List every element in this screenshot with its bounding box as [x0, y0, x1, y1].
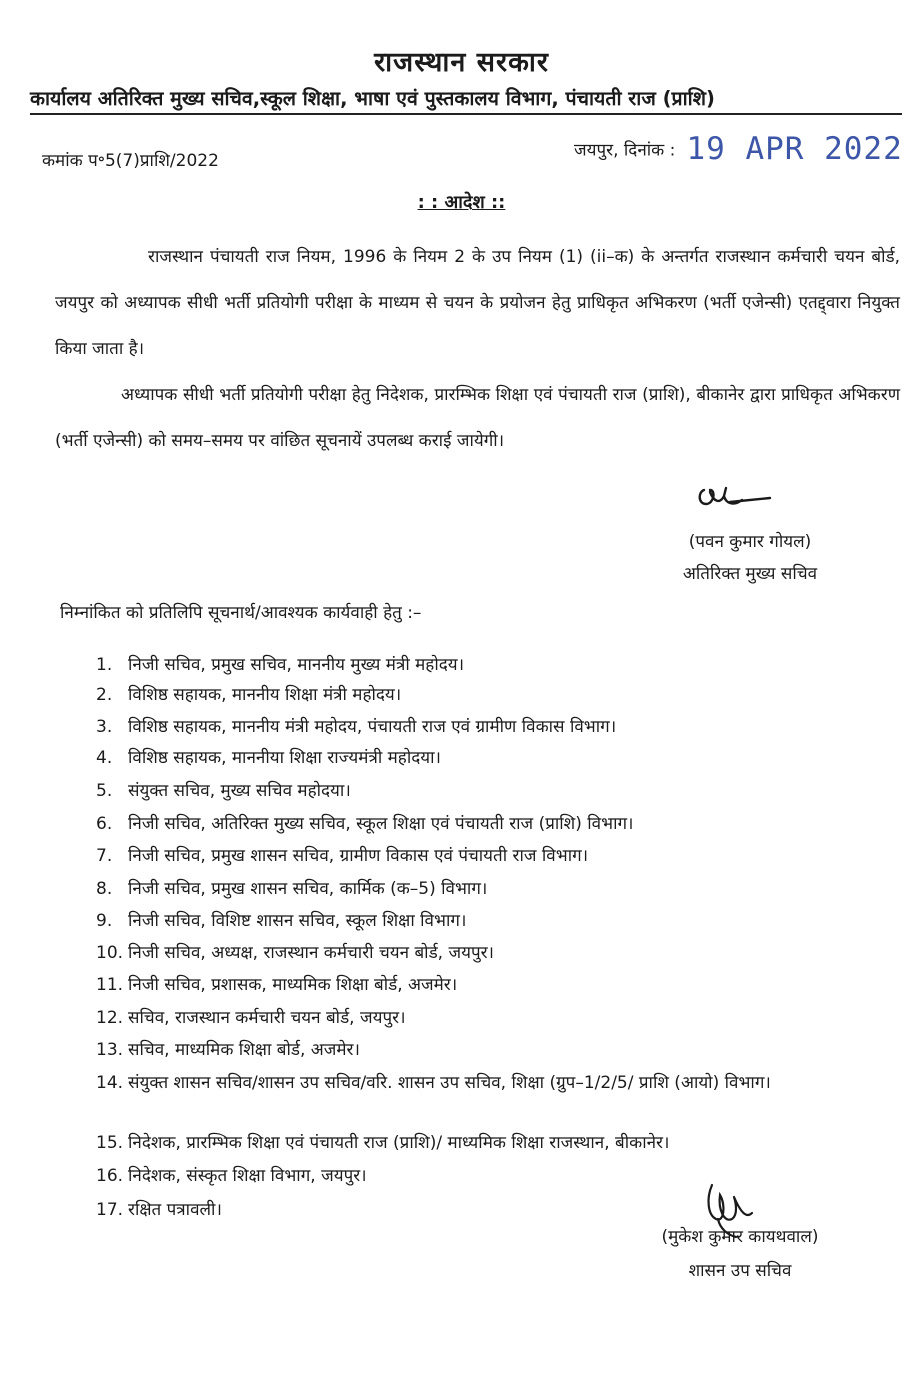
list-item-text: निदेशक, प्रारम्भिक शिक्षा एवं पंचायती राज (प्राशि)/ माध्यमिक शिक्षा राजस्थान, बीकानेर।	[128, 1133, 670, 1153]
list-item-text: निजी सचिव, प्रमुख शासन सचिव, कार्मिक (क–5) विभाग।	[128, 879, 488, 899]
date-block	[574, 131, 903, 167]
list-item-text: निजी सचिव, प्रशासक, माध्यमिक शिक्षा बोर्ड, अजमेर।	[128, 975, 458, 995]
signatory-1-designation: अतिरिक्त मुख्य सचिव	[682, 564, 818, 584]
list-item-text: संयुक्त सचिव, मुख्य सचिव महोदया।	[128, 781, 351, 801]
list-item-number: 7.	[96, 846, 113, 866]
government-title: राजस्थान सरकार	[374, 47, 549, 78]
signature-1	[690, 478, 780, 520]
list-item	[96, 874, 916, 904]
signatory-1-name: (पवन कुमार गोयल)	[688, 532, 812, 552]
list-item	[96, 1068, 886, 1098]
list-item-text: विशिष्ठ सहायक, माननीय शिक्षा मंत्री महोदय।	[128, 685, 402, 705]
list-item	[96, 1003, 916, 1033]
list-item-number: 17.	[96, 1200, 124, 1220]
list-item	[96, 970, 916, 1000]
list-item-number: 10.	[96, 943, 124, 963]
order-heading	[0, 190, 923, 214]
list-item-text: सचिव, माध्यमिक शिक्षा बोर्ड, अजमेर।	[128, 1040, 360, 1060]
list-item-text: सचिव, राजस्थान कर्मचारी चयन बोर्ड, जयपुर।	[128, 1008, 406, 1028]
list-item-number: 13.	[96, 1040, 124, 1060]
list-item-number: 3.	[96, 717, 113, 737]
order-heading-text: : : आदेश ::	[417, 192, 506, 213]
list-item-text: निजी सचिव, विशिष्ट शासन सचिव, स्कूल शिक्षा विभाग।	[128, 911, 467, 931]
reference-number: कमांक प॰5(7)प्राशि/2022	[42, 151, 219, 171]
list-item-number: 2.	[96, 685, 113, 705]
list-item-text: निजी सचिव, प्रमुख शासन सचिव, ग्रामीण विकास एवं पंचायती राज विभाग।	[128, 846, 589, 866]
list-item-text: निजी सचिव, अध्यक्ष, राजस्थान कर्मचारी चयन बोर्ड, जयपुर।	[128, 943, 495, 963]
list-item-number: 4.	[96, 748, 113, 768]
list-item-text: निदेशक, संस्कृत शिक्षा विभाग, जयपुर।	[128, 1166, 367, 1186]
order-paragraph-2: अध्यापक सीधी भर्ती प्रतियोगी परीक्षा हेतु निदेशक, प्रारम्भिक शिक्षा एवं पंचायती राज (प्राशि), बीकानेर द्वारा प्राधिकृत अभिकरण (भर्ती एजेन्सी) को समय–समय पर वांछित सूचनायें उपलब्ध कराई जायेगी।	[55, 385, 900, 451]
list-item	[96, 680, 916, 710]
list-item-number: 5.	[96, 781, 113, 801]
list-item	[96, 776, 916, 806]
list-item	[96, 809, 916, 839]
date-label: जयपुर, दिनांक :	[574, 140, 676, 161]
list-item	[96, 743, 916, 773]
list-item-text: विशिष्ठ सहायक, माननीय मंत्री महोदय, पंचायती राज एवं ग्रामीण विकास विभाग।	[128, 717, 617, 737]
signatory-2-designation: शासन उप सचिव	[688, 1261, 792, 1281]
list-item-text: विशिष्ठ सहायक, माननीया शिक्षा राज्यमंत्री महोदया।	[128, 748, 441, 768]
list-item	[96, 1035, 916, 1065]
signatory-1	[600, 526, 900, 590]
list-item	[96, 712, 916, 742]
list-item-number: 1.	[96, 655, 113, 675]
list-item	[96, 1128, 916, 1158]
order-paragraph-1: राजस्थान पंचायती राज नियम, 1996 के नियम 2 के उप नियम (1) (ii–क) के अन्तर्गत राजस्थान कर्मचारी चयन बोर्ड, जयपुर को अध्यापक सीधी भर्ती प्रतियोगी परीक्षा के माध्यम से चयन के प्रयोजन हेतु प्राधिकृत अभिकरण (भर्ती एजेन्सी) एतद्द्वारा नियुक्त किया जाता है।	[55, 247, 900, 359]
list-item-number: 12.	[96, 1008, 124, 1028]
signatory-2-name: (मुकेश कुमार कायथवाल)	[661, 1227, 819, 1247]
list-item-number: 16.	[96, 1166, 124, 1186]
list-item	[96, 906, 916, 936]
list-item-number: 6.	[96, 814, 113, 834]
list-item-text: संयुक्त शासन सचिव/शासन उप सचिव/वरि. शासन उप सचिव, शिक्षा (ग्रुप–1/2/5/ प्राशि (आयो) विभाग।	[128, 1073, 771, 1093]
list-item-number: 8.	[96, 879, 113, 899]
list-item-text: निजी सचिव, प्रमुख सचिव, माननीय मुख्य मंत्री महोदय।	[128, 655, 465, 675]
list-item	[96, 1161, 916, 1191]
list-item-number: 15.	[96, 1133, 124, 1153]
list-item-number: 9.	[96, 911, 113, 931]
list-item	[96, 841, 916, 871]
copy-to-intro: निम्नांकित को प्रतिलिपि सूचनार्थ/आवश्यक कार्यवाही हेतु :–	[60, 603, 422, 623]
list-item-text: रक्षित पत्रावली।	[128, 1200, 222, 1220]
date-stamp: 19 APR 2022	[686, 131, 903, 167]
list-item	[96, 650, 916, 680]
list-item-text: निजी सचिव, अतिरिक्त मुख्य सचिव, स्कूल शिक्षा एवं पंचायती राज (प्राशि) विभाग।	[128, 814, 634, 834]
list-item	[96, 938, 916, 968]
signatory-2	[580, 1220, 900, 1288]
list-item-number: 11.	[96, 975, 124, 995]
office-name: कार्यालय अतिरिक्त मुख्य सचिव,स्कूल शिक्षा, भाषा एवं पुस्तकालय विभाग, पंचायती राज (प्राशि)	[30, 84, 902, 115]
list-item-number: 14.	[96, 1073, 124, 1093]
